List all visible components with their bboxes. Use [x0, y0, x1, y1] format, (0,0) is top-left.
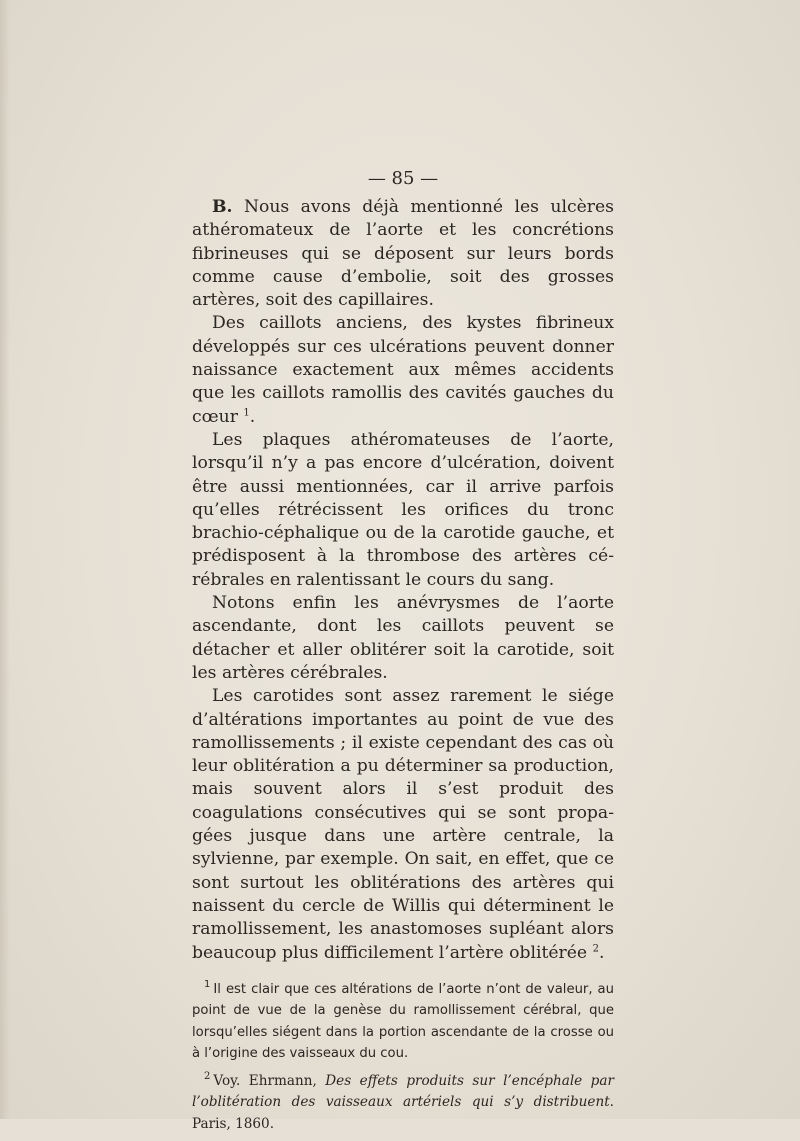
footnote-2-mark: 2: [204, 1071, 211, 1083]
footnote-2-suffix: . Paris, 1860.: [192, 1094, 614, 1132]
footnote-2: [192, 1071, 614, 1136]
paragraph-1: [192, 196, 614, 312]
paragraph-4: [192, 592, 614, 685]
paragraph-2: [192, 312, 614, 428]
paragraph-2-end: .: [249, 406, 256, 427]
footnote-2-prefix: Voy. Ehrmann,: [213, 1072, 326, 1089]
paragraph-1-text: Nous avons déjà mentionné les ulcères athéromateux de l’aorte et les concrétions fibrineuses qui se déposent sur leurs bords comme cause d’embolie, soit des grosses artères, soit des capillaires.: [192, 197, 614, 311]
footnote-1-mark: 1: [204, 979, 211, 991]
page-number: — 85 —: [367, 168, 439, 189]
section-letter: B.: [212, 197, 233, 217]
paragraph-3-text: Les plaques athéromateuses de l’aorte, lorsqu’il n’y a pas encore d’ulcération, doivent être aussi mentionnées, car il arrive parfois qu’elles rétrécissent les orifices du tronc brachio-céphalique ou de la carotide gauche, et prédisposent à la thrombose des artères cérébrales en ralentissant le cours du sang.: [192, 429, 614, 590]
footnote-ref-2[interactable]: 2: [592, 942, 599, 954]
paragraph-5: [192, 685, 614, 965]
footnote-1-text: Il est clair que ces altérations de l’aorte n’ont de valeur, au point de vue de la genèse du ramollissement cérébral, que lorsqu’elles siégent dans la portion ascendante de la crosse ou à l’origine des vaisseaux du cou.: [192, 981, 614, 1062]
footnotes: [192, 979, 614, 1136]
paragraph-4-text: Notons enfin les anévrysmes de l’aorte ascendante, dont les caillots peuvent se détacher et aller oblitérer soit la carotide, soit les artères cérébrales.: [192, 593, 614, 683]
paragraph-2-text: Des caillots anciens, des kystes fibrineux développés sur ces ulcérations peuvent donner naissance exactement aux mêmes accidents que les caillots ramollis des cavités gauches du cœur: [192, 313, 614, 427]
paragraph-5-end: .: [598, 942, 605, 963]
text-block: [192, 166, 614, 1141]
paragraph-5-text: Les carotides sont assez rarement le siége d’altérations importantes au point de vue des ramollissements ; il existe cependant des cas où leur oblitération a pu déterminer sa production, mais souvent alors il s’est produit des coagulations consécutives qui se sont propagées jusque dans une artère centrale, la sylvienne, par exemple. On sait, en effet, que ce sont surtout les oblitérations des artères qui naissent du cercle de Willis qui déterminent le ramollissement, les anastomoses supléant alors beaucoup plus difficilement l’artère oblitérée: [192, 686, 614, 963]
paragraph-3: [192, 429, 614, 592]
scan-edge-shadow: [0, 0, 10, 1119]
footnote-1: [192, 979, 614, 1065]
footnote-ref-1[interactable]: 1: [243, 406, 250, 418]
footnote-2-title: Des effets produits sur l’encéphale par l’oblitération des vaisseaux artériels qui s’y distribuent: [192, 1072, 614, 1111]
